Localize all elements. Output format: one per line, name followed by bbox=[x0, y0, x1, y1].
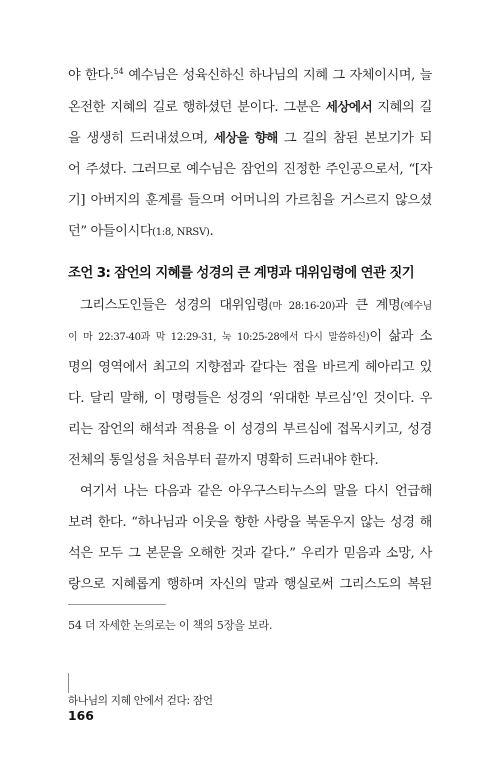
paragraph-3-line-1: 여기서 나는 다음과 같은 아우구스티누스의 말을 다시 언급해 bbox=[80, 484, 432, 499]
page-number: 166 bbox=[68, 708, 94, 723]
paragraph-1-line-6: 던” 아들이시다(1:8, NRSV). bbox=[68, 224, 214, 239]
paragraph-3-line-4: 랑으로 지혜롭게 행하며 자신의 말과 행실로써 그리스도의 복된 bbox=[68, 577, 432, 592]
paragraph-2-line-2: 이 마 22:37-40과 막 12:29-31, 눅 10:25-28에서 다시 말씀하신)이 삶과 소 bbox=[68, 329, 432, 344]
emphasis-toward-the-world: 세상을 향해 bbox=[213, 130, 278, 145]
paragraph-1-line-4: 어 주셨다. 그러므로 예수님은 잠언의 진정한 주인공으로서, “[자 bbox=[68, 162, 432, 177]
section-heading: 조언 3: 잠언의 지혜를 성경의 큰 계명과 대위임령에 연관 짓기 bbox=[68, 266, 415, 281]
paragraph-1-line-1: 야 한다.$^{54}$ 예수님은 성육신하신 하나님의 지혜 그 자체이시며, 늘 bbox=[68, 67, 432, 83]
scripture-citation: (예수님 bbox=[400, 301, 432, 312]
paragraph-2-line-6: 전체의 통일성을 처음부터 끝까지 명확히 드러내야 한다. bbox=[68, 453, 379, 468]
footnote-54: 54 더 자세한 논의로는 이 책의 5장을 보라. bbox=[68, 619, 273, 632]
paragraph-1-line-3: 을 생생히 드러내셨으며, 세상을 향해 그 길의 참된 본보기가 되 bbox=[68, 130, 432, 146]
paragraph-2-line-5: 리는 잠언의 해석과 적용을 이 성경의 부르심에 접목시키고, 성경 bbox=[68, 422, 432, 437]
footnote-divider bbox=[68, 604, 166, 605]
footer-vertical-rule bbox=[68, 673, 69, 693]
scripture-citation: (1:8, NRSV) bbox=[152, 227, 210, 238]
paragraph-3-line-2: 보려 한다. “하나님과 이웃을 향한 사랑을 북돋우지 않는 성경 해 bbox=[68, 515, 432, 530]
paragraph-1-line-2: 온전한 지혜의 길로 행하셨던 분이다. 그분은 세상에서 지혜의 길 bbox=[68, 99, 432, 115]
paragraph-2-line-1: 그리스도인들은 성경의 대위임령(마 28:16-20)과 큰 계명(예수님 bbox=[80, 298, 432, 313]
paragraph-2-line-4: 다. 달리 말해, 이 명령들은 성경의 ‘위대한 부르심’인 것이다. 우 bbox=[68, 391, 432, 406]
paragraph-3-line-3: 석은 모두 그 본문을 오해한 것과 같다.” 우리가 믿음과 소망, 사 bbox=[68, 546, 432, 561]
scripture-citation: (마 28:16-20) bbox=[268, 301, 335, 312]
paragraph-1-line-5: 기] 아버지의 훈계를 들으며 어머니의 가르침을 거스르지 않으셨 bbox=[68, 193, 432, 208]
emphasis-in-the-world: 세상에서 bbox=[325, 99, 373, 114]
scripture-citation: 이 마 22:37-40과 막 12:29-31, 눅 10:25-28에서 다시 말씀하신) bbox=[68, 332, 370, 343]
paragraph-2-line-3: 명의 영역에서 최고의 지향점과 같다는 점을 바르게 헤아리고 있 bbox=[68, 360, 432, 375]
running-footer-book-title: 하나님의 지혜 안에서 걷다: 잠언 bbox=[68, 695, 213, 707]
footnote-ref-54: 54 bbox=[113, 67, 124, 76]
